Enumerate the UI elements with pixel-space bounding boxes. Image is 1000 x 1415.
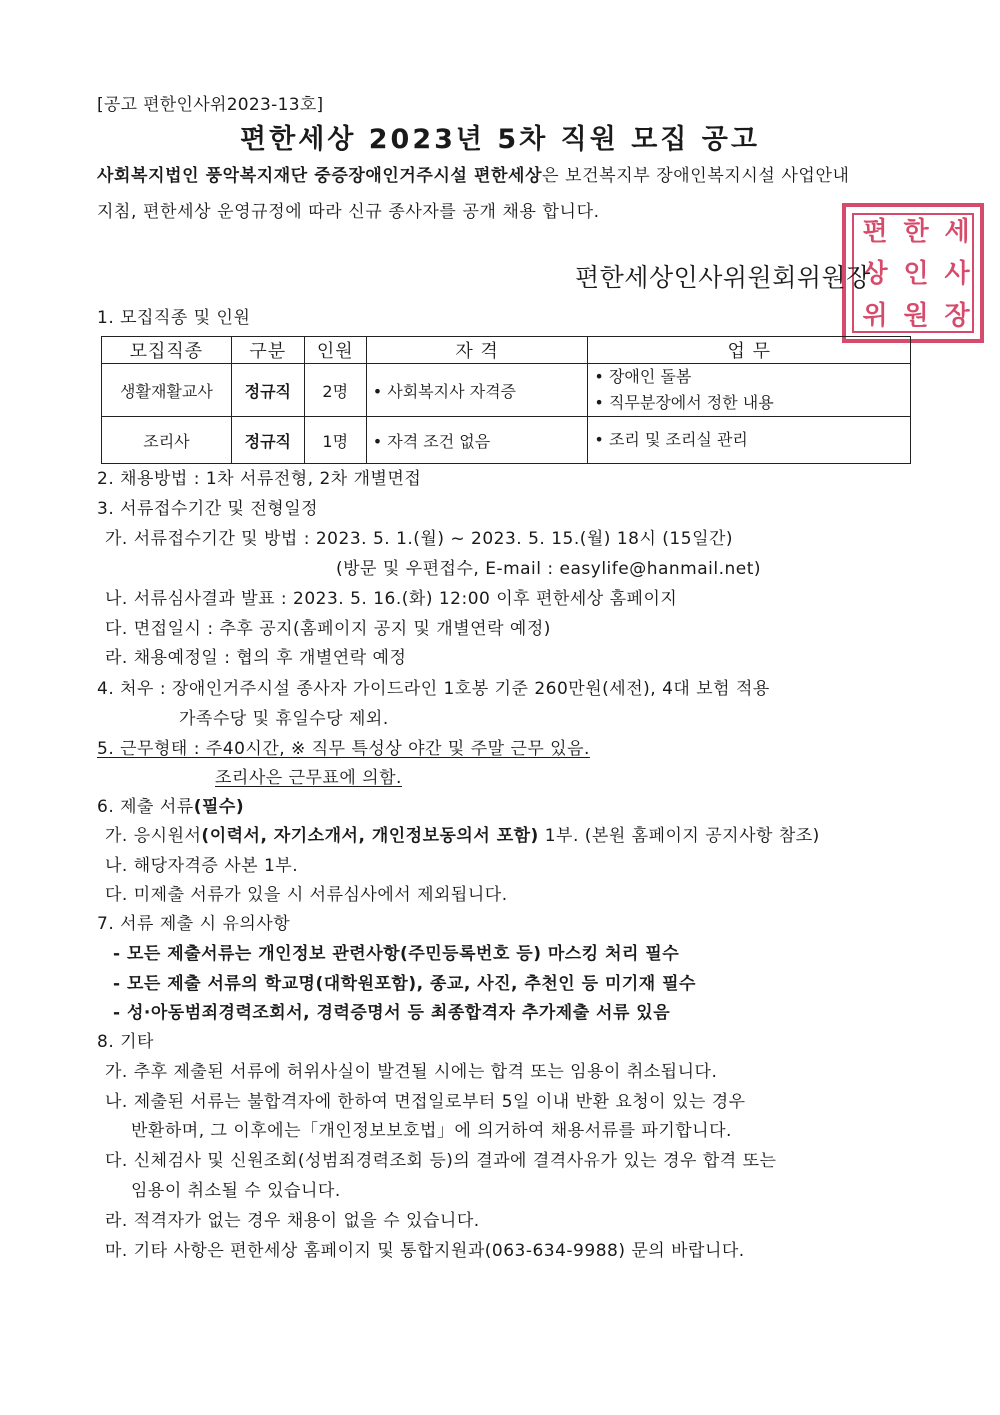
section-8-b-line-2: 반환하며, 그 이후에는「개인정보보호법」에 의거하여 채용서류를 파기합니다. xyxy=(131,1121,732,1141)
section-5-line-1: 5. 근무형태 : 주40시간, ※ 직무 특성상 야간 및 주말 근무 있음. xyxy=(97,739,590,759)
duty-item: • 장애인 돌봄 xyxy=(594,367,692,386)
section-6-a xyxy=(105,821,820,846)
intro-organization: 사회복지법인 풍악복지재단 중증장애인거주시설 편한세상 xyxy=(97,166,543,186)
cell-type: 정규직 xyxy=(231,417,304,464)
seal-char: 상 xyxy=(862,259,888,289)
header-qualification: 자 격 xyxy=(366,337,588,364)
section-8-e: 마. 기타 사항은 편한세상 홈페이지 및 통합지원과(063-634-9988) 문의 바랍니다. xyxy=(105,1241,745,1261)
section-6-a-post: 1부. (본원 홈페이지 공지사항 참조) xyxy=(538,826,820,846)
recruitment-table xyxy=(101,336,911,464)
section-3-b: 나. 서류심사결과 발표 : 2023. 5. 16.(화) 12:00 이후 편한세상 홈페이지 xyxy=(105,589,678,609)
cell-job: 조리사 xyxy=(102,417,232,464)
signer-name: 편한세상인사위원회위원장 xyxy=(575,263,871,292)
cell-qualification: • 사회복지사 자격증 xyxy=(366,364,588,417)
table-row xyxy=(102,364,911,417)
section-6-title-text: 6. 제출 서류 xyxy=(97,797,194,817)
section-8-b-line-1: 나. 제출된 서류는 불합격자에 한하여 면접일로부터 5일 이내 반환 요청이 있는 경우 xyxy=(105,1092,746,1112)
header-duty: 업 무 xyxy=(588,337,911,364)
document-number: [공고 편한인사위2023-13호] xyxy=(97,95,324,115)
seal-char: 인 xyxy=(903,259,929,289)
table-header-row xyxy=(102,337,911,364)
section-7-item: - 모든 제출서류는 개인정보 관련사항(주민등록번호 등) 마스킹 처리 필수 xyxy=(113,944,680,964)
cell-qualification: • 자격 조건 없음 xyxy=(366,417,588,464)
section-3-c: 다. 면접일시 : 추후 공지(홈페이지 공지 및 개별연락 예정) xyxy=(105,619,551,639)
intro-line-2: 지침, 편한세상 운영규정에 따라 신규 종사자를 공개 채용 합니다. xyxy=(97,202,600,222)
section-8-a: 가. 추후 제출된 서류에 허위사실이 발견될 시에는 합격 또는 임용이 취소됩니다. xyxy=(105,1062,718,1082)
seal-char: 사 xyxy=(944,259,970,289)
section-3-a: 가. 서류접수기간 및 방법 : 2023. 5. 1.(월) ~ 2023. 5. 15.(월) 18시 (15일간) xyxy=(105,529,734,549)
section-3-d: 라. 채용예정일 : 협의 후 개별연락 예정 xyxy=(105,648,407,668)
section-3-a-method: (방문 및 우편접수, E-mail : easylife@hanmail.net) xyxy=(336,559,762,579)
section-6-a-docs: (이력서, 자기소개서, 개인정보동의서 포함) xyxy=(201,826,539,846)
section-4-line-1: 4. 처우 : 장애인거주시설 종사자 가이드라인 1호봉 기준 260만원(세전), 4대 보험 적용 xyxy=(97,679,770,699)
section-4-line-2: 가족수당 및 휴일수당 제외. xyxy=(179,709,389,729)
section-6-required: (필수) xyxy=(193,797,245,817)
section-8-d: 라. 적격자가 없는 경우 채용이 없을 수 있습니다. xyxy=(105,1211,480,1231)
section-6-title xyxy=(97,792,244,817)
section-6-b: 나. 해당자격증 사본 1부. xyxy=(105,856,299,876)
seal-char: 한 xyxy=(903,217,929,247)
seal-char: 편 xyxy=(862,217,888,247)
cell-count: 2명 xyxy=(304,364,366,417)
cell-job: 생활재활교사 xyxy=(102,364,232,417)
section-6-a-pre: 가. 응시원서 xyxy=(105,826,202,846)
table-row xyxy=(102,417,911,464)
intro-line-1 xyxy=(97,161,850,186)
seal-char: 장 xyxy=(944,301,970,331)
section-8-title: 8. 기타 xyxy=(97,1032,154,1052)
section-7-item: - 모든 제출 서류의 학교명(대학원포함), 종교, 사진, 추천인 등 미기재 필수 xyxy=(113,974,696,994)
page-title: 편한세상 2023년 5차 직원 모집 공고 xyxy=(240,124,760,155)
cell-count: 1명 xyxy=(304,417,366,464)
seal-char: 원 xyxy=(903,301,929,331)
seal-char: 위 xyxy=(862,301,888,331)
section-8-c-line-1: 다. 신체검사 및 신원조회(성범죄경력조회 등)의 결과에 결격사유가 있는 경우 합격 또는 xyxy=(105,1151,777,1171)
section-5-line-2: 조리사은 근무표에 의함. xyxy=(215,768,402,788)
duty-item: • 조리 및 조리실 관리 xyxy=(594,430,748,449)
header-job: 모집직종 xyxy=(102,337,232,364)
seal-char: 세 xyxy=(944,217,970,247)
header-count: 인원 xyxy=(304,337,366,364)
cell-duty xyxy=(588,417,911,464)
section-8-c-line-2: 임용이 취소될 수 있습니다. xyxy=(131,1181,341,1201)
section-7-item: - 성·아동범죄경력조회서, 경력증명서 등 최종합격자 추가제출 서류 있음 xyxy=(113,1003,671,1023)
cell-duty xyxy=(588,364,911,417)
header-type: 구분 xyxy=(231,337,304,364)
cell-type: 정규직 xyxy=(231,364,304,417)
section-1-title: 1. 모집직종 및 인원 xyxy=(97,308,251,328)
section-2: 2. 채용방법 : 1차 서류전형, 2차 개별면접 xyxy=(97,469,422,489)
intro-line-1-rest: 은 보건복지부 장애인복지시설 사업안내 xyxy=(542,166,850,186)
section-6-c: 다. 미제출 서류가 있을 시 서류심사에서 제외됩니다. xyxy=(105,885,508,905)
section-7-title: 7. 서류 제출 시 유의사항 xyxy=(97,914,291,934)
section-3-title: 3. 서류접수기간 및 전형일정 xyxy=(97,499,319,519)
duty-item: • 직무분장에서 정한 내용 xyxy=(594,393,774,412)
